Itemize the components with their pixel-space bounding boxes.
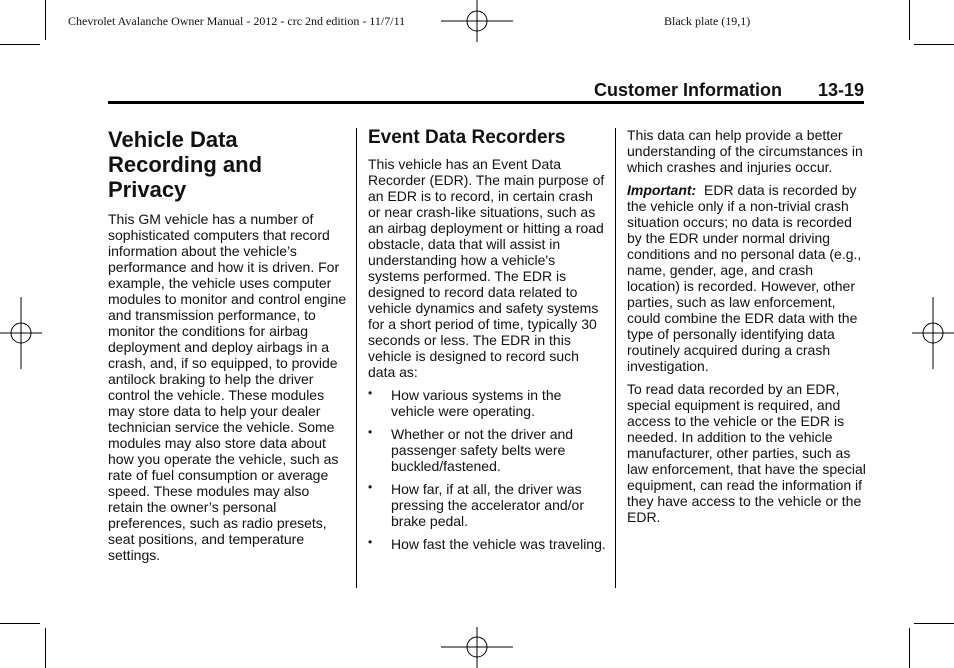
crop-mark — [914, 44, 954, 45]
list-item — [368, 426, 608, 474]
slug-line: Chevrolet Avalanche Owner Manual - 2012 - crc 2nd edition - 11/7/11 — [68, 14, 406, 28]
important-note — [627, 182, 867, 374]
bullet-icon: • — [368, 535, 373, 549]
bullet-icon: • — [368, 386, 373, 400]
crop-mark — [45, 0, 46, 40]
heading-line: Privacy — [108, 177, 187, 202]
subsection-heading: Event Data Recorders — [368, 127, 566, 148]
body-paragraph: This data can help provide a better understanding of the circumstances in which crashes and injuries occur. — [627, 127, 863, 175]
list-item — [368, 387, 608, 419]
page-number: 13-19 — [817, 80, 864, 100]
crop-mark — [0, 44, 40, 45]
column-1 — [108, 127, 348, 570]
column-divider — [615, 128, 616, 588]
heading-line: Vehicle Data — [108, 127, 238, 152]
body-paragraph: This GM vehicle has a number of sophisticated computers that record information about the vehicle’s performance and how it is driven. For example, the vehicle uses computer modules to monitor and control engine and transmission performance, to monitor the conditions for airbag deployment and deploy airbags in a crash, and, if so equipped, to provide antilock braking to help the driver control the vehicle. These modules may store data to help your dealer technician service the vehicle. Some modules may also store data about how you operate the vehicle, such as rate of fuel consumption or average speed. These modules may also retain the owner’s personal preferences, such as radio presets, seat positions, and temperature settings. — [108, 211, 347, 563]
important-text: EDR data is recorded by the vehicle only if a non-trivial crash situation occurs; no data is recorded by the EDR under normal driving conditions and no personal data (e.g., name, gender, age, and crash location) is recorded. However, other parties, such as law enforcement, could combine the EDR data with the type of personally identifying data routinely acquired during a crash investigation. — [627, 182, 862, 374]
list-item-text: How far, if at all, the driver was pressing the accelerator and/or brake pedal. — [391, 481, 584, 529]
plate-info: Black plate (19,1) — [664, 14, 751, 28]
heading-line: Recording and — [108, 152, 263, 177]
registration-mark-icon — [441, 0, 513, 42]
list-item-text: Whether or not the driver and passenger safety belts were buckled/fastened. — [391, 426, 574, 474]
bullet-list — [368, 387, 608, 552]
crop-mark — [914, 623, 954, 624]
list-item-text: How various systems in the vehicle were operating. — [391, 387, 562, 419]
bullet-icon: • — [368, 425, 373, 439]
header-rule — [108, 101, 864, 104]
list-item-text: How fast the vehicle was traveling. — [391, 536, 606, 552]
crop-mark — [909, 628, 910, 668]
column-divider — [356, 128, 357, 588]
column-3 — [627, 127, 867, 532]
registration-mark-icon — [0, 297, 42, 369]
crop-mark — [0, 623, 40, 624]
crop-mark — [45, 628, 46, 668]
bullet-icon: • — [368, 480, 373, 494]
body-paragraph: To read data recorded by an EDR, special equipment is required, and access to the vehicle or the EDR is needed. In addition to the vehicle manufacturer, other parties, such as law enforcement, that have the special equipment, can read the information if they have access to the vehicle or the EDR. — [627, 381, 866, 525]
list-item — [368, 481, 608, 529]
registration-mark-icon — [441, 627, 513, 668]
registration-mark-icon — [912, 297, 954, 369]
crop-mark — [909, 0, 910, 40]
body-paragraph: This vehicle has an Event Data Recorder (EDR). The main purpose of an EDR is to record, in certain crash or near crash-like situations, such as an airbag deployment or hitting a road obstacle, data that will assist in understanding how a vehicle's systems performed. The EDR is designed to record data related to vehicle dynamics and safety systems for a short period of time, typically 30 seconds or less. The EDR in this vehicle is designed to record such data as: — [368, 156, 605, 380]
column-2 — [368, 127, 608, 559]
section-title: Customer Information — [594, 80, 783, 100]
important-label: Important: — [627, 182, 697, 198]
section-heading — [108, 127, 348, 202]
list-item — [368, 536, 608, 552]
